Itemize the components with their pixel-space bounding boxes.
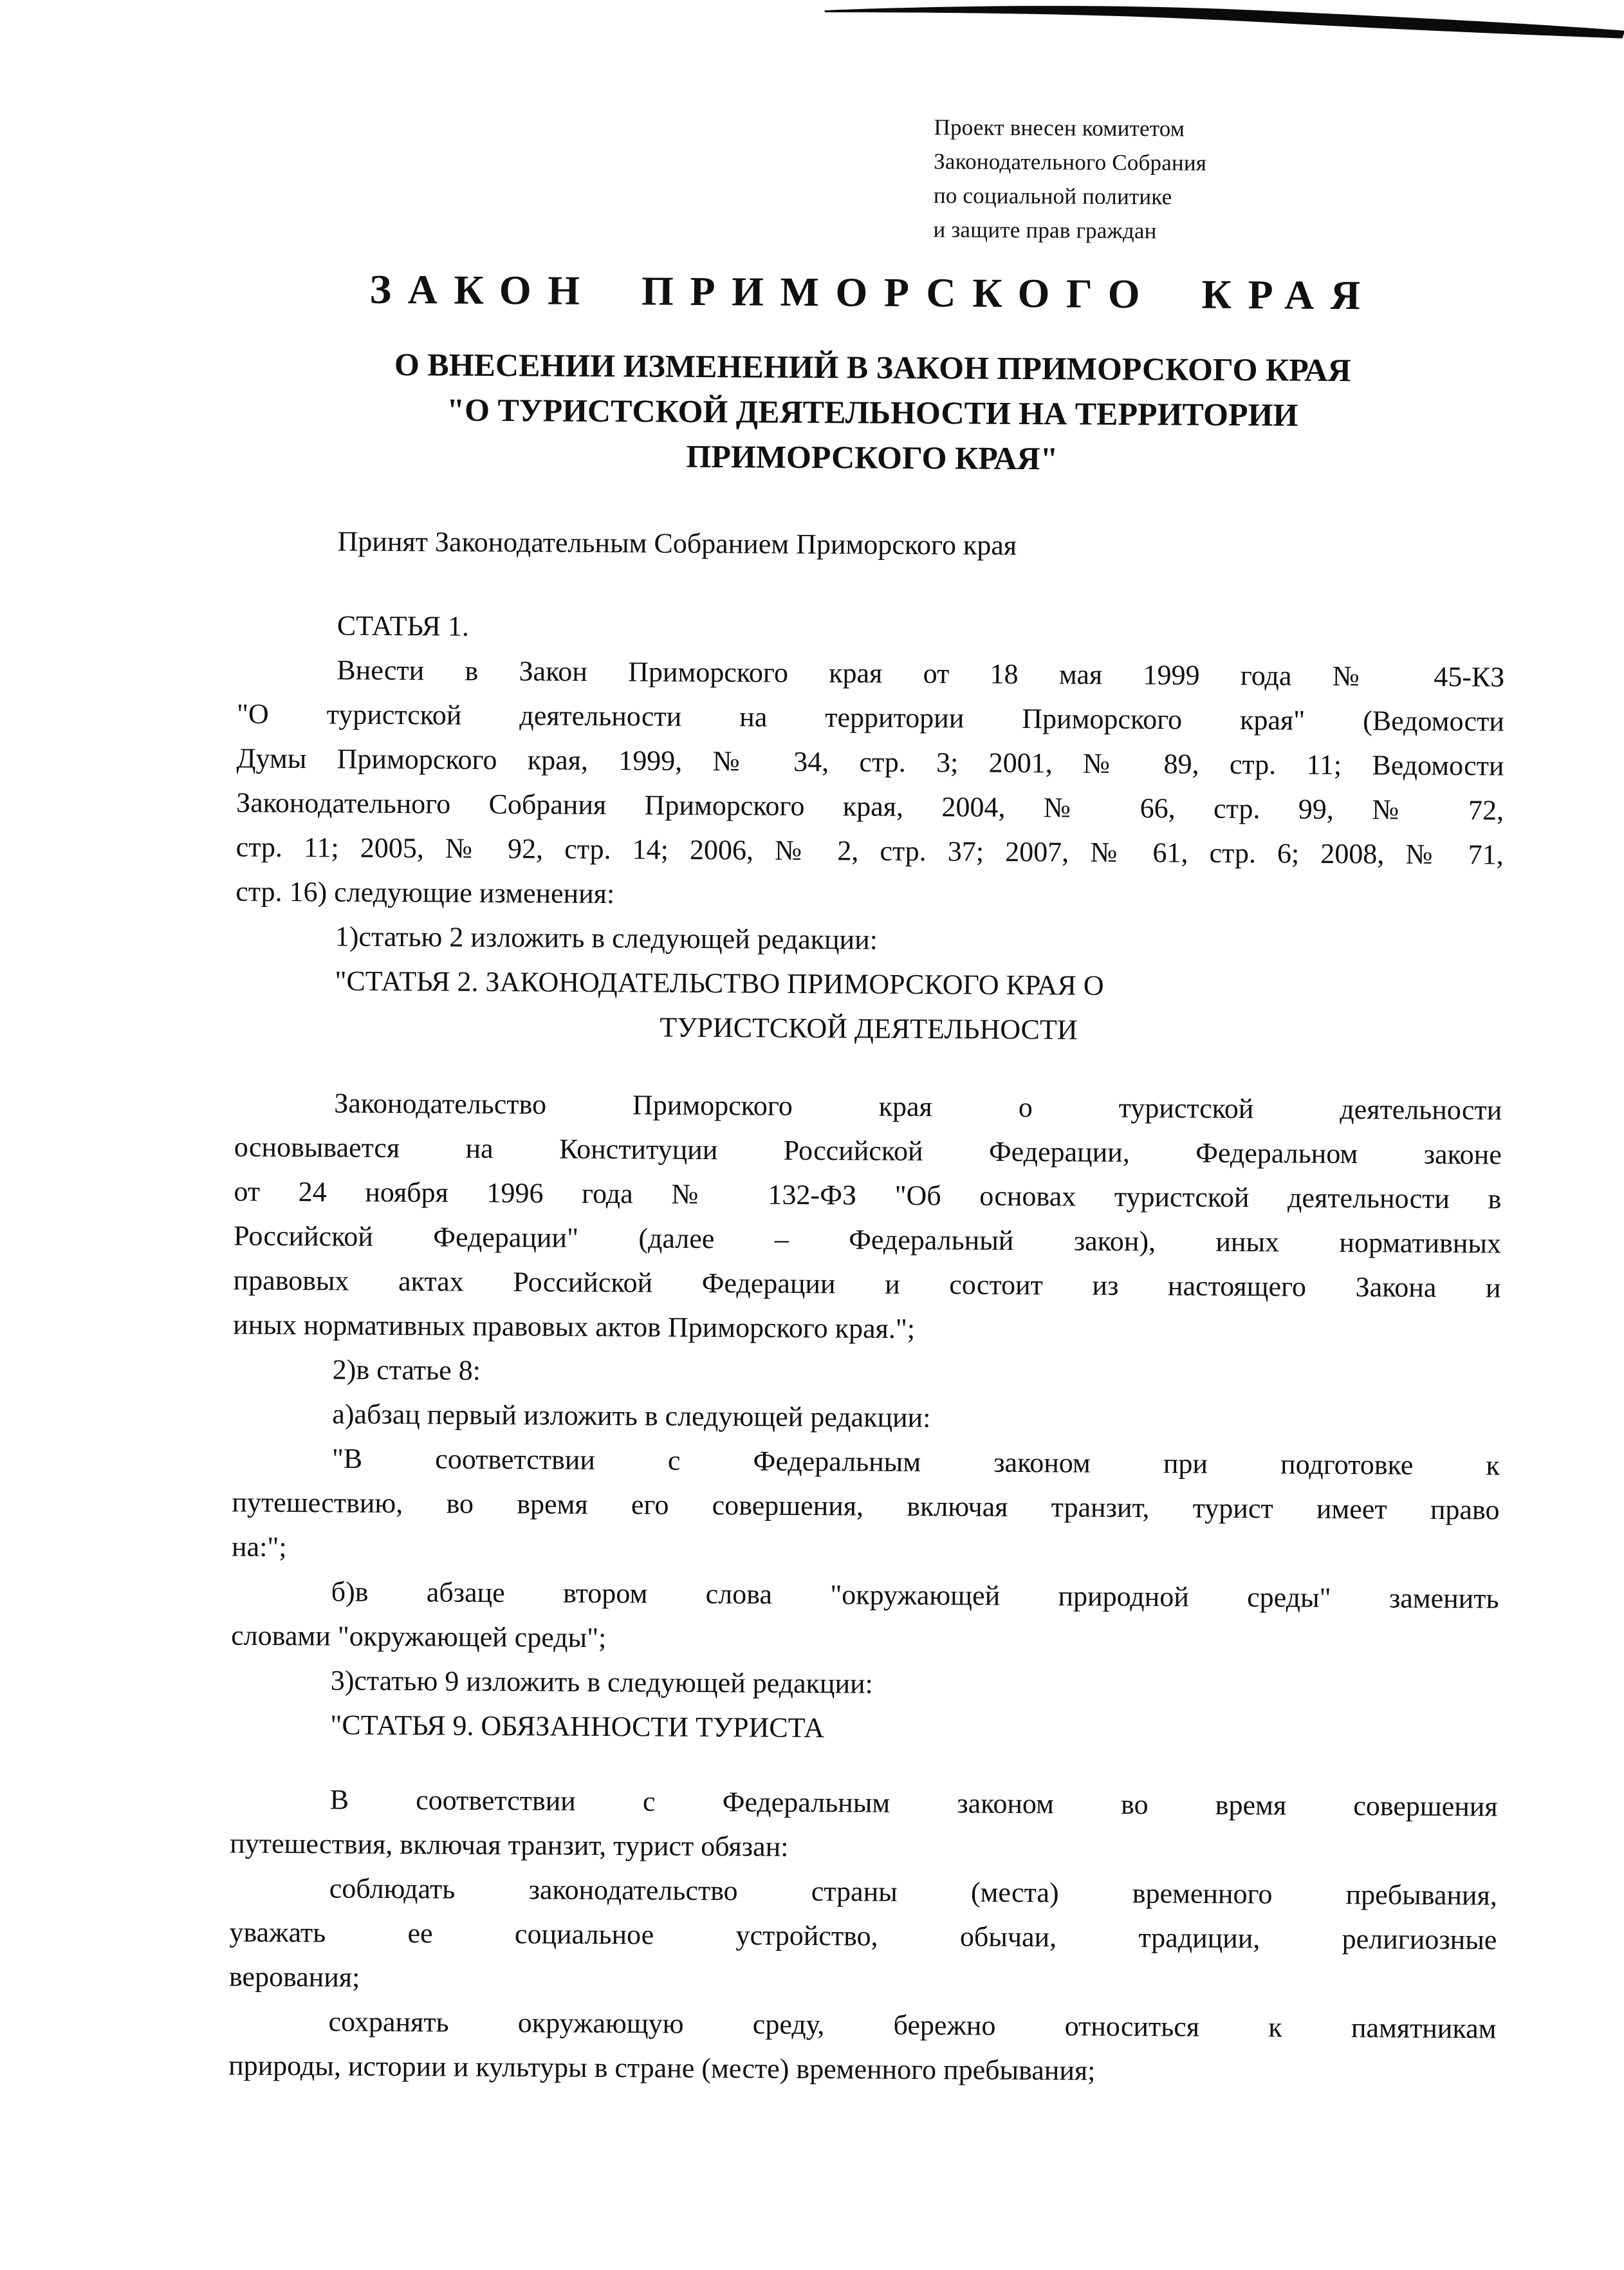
document-line: Законодательство Приморского края о туристской деятельности <box>334 1087 1502 1126</box>
document-line: природы, истории и культуры в стране (месте) временного пребывания; <box>228 2049 1096 2087</box>
article-2-heading: "СТАТЬЯ 2. ЗАКОНОДАТЕЛЬСТВО ПРИМОРСКОГО КРАЯ О <box>335 965 1104 1001</box>
document-line: иных нормативных правовых актов Приморского края."; <box>233 1308 916 1344</box>
document-line: Законодательного Собрания Приморского края, 2004, № 66, стр. 99, № 72, <box>235 786 1504 826</box>
law-body <box>228 519 1506 2096</box>
document-line: 2)в статье 8: <box>332 1354 481 1386</box>
document-line: верования; <box>228 1960 360 1993</box>
document-line: а)абзац первый изложить в следующей редакции: <box>332 1398 931 1434</box>
article-9-heading: "СТАТЬЯ 9. ОБЯЗАННОСТИ ТУРИСТА <box>330 1709 825 1744</box>
submitter-line: по социальной политике <box>933 183 1172 210</box>
submitter-line: Законодательного Собрания <box>934 149 1207 176</box>
document-line: путешествию, во время его совершения, включая транзит, турист имеет право <box>232 1486 1500 1526</box>
law-title: ЗАКОН ПРИМОРСКОГО КРАЯ <box>369 266 1377 319</box>
submitter-note <box>933 110 1206 248</box>
document-line: "В соответствии с Федеральным законом при подготовке к <box>331 1442 1500 1482</box>
document-line: от 24 ноября 1996 года № 132-ФЗ "Об основах туристской деятельности в <box>234 1175 1502 1215</box>
law-subtitle-line: ПРИМОРСКОГО КРАЯ" <box>686 438 1058 477</box>
law-subtitle-line: О ВНЕСЕНИИ ИЗМЕНЕНИЙ В ЗАКОН ПРИМОРСКОГО КРАЯ <box>394 346 1351 389</box>
law-subtitle <box>199 340 1545 484</box>
document-line: Думы Приморского края, 1999, № 34, стр. 3; 2001, № 89, стр. 11; Ведомости <box>236 742 1504 782</box>
document-line: В соответствии с Федеральным законом во время совершения <box>329 1783 1498 1823</box>
submitter-line: и защите прав граждан <box>933 217 1157 244</box>
submitter-line: Проект внесен комитетом <box>934 115 1185 142</box>
document-line: стр. 11; 2005, № 92, стр. 14; 2006, № 2, стр. 37; 2007, № 61, стр. 6; 2008, № 71, <box>235 831 1504 871</box>
adoption-line: Принят Законодательным Собранием Приморского края <box>337 525 1017 561</box>
article-1-heading: СТАТЬЯ 1. <box>337 609 470 642</box>
document-line: б)в абзаце втором слова "окружающей природной среды" заменить <box>331 1576 1499 1615</box>
document-line: путешествия, включая транзит, турист обязан: <box>230 1827 789 1863</box>
document-line: правовых актах Российской Федерации и состоит из настоящего Закона и <box>233 1264 1501 1304</box>
scan-artifact-streak <box>6 0 1624 57</box>
document-line: сохранять окружающую среду, бережно относиться к памятникам <box>328 2005 1497 2045</box>
article-2-heading: ТУРИСТСКОЙ ДЕЯТЕЛЬНОСТИ <box>660 1011 1078 1046</box>
document-line: 3)статью 9 изложить в следующей редакции: <box>330 1664 874 1700</box>
document-line: уважать ее социальное устройство, обычаи, традиции, религиозные <box>229 1916 1497 1956</box>
document-line: соблюдать законодательство страны (места) временного пребывания, <box>329 1872 1497 1912</box>
document-line: словами "окружающей среды"; <box>231 1619 607 1654</box>
document-line: Внести в Закон Приморского края от 18 мая 1999 года № 45-КЗ <box>337 654 1505 693</box>
document-line: стр. 16) следующие изменения: <box>235 875 615 910</box>
document-line: основывается на Конституции Российской Федерации, Федеральном законе <box>234 1131 1502 1171</box>
law-subtitle-line: "О ТУРИСТСКОЙ ДЕЯТЕЛЬНОСТИ НА ТЕРРИТОРИИ <box>447 391 1298 433</box>
document-line: "О туристской деятельности на территории Приморского края" (Ведомости <box>236 698 1505 738</box>
document-line: 1)статью 2 изложить в следующей редакции: <box>335 920 878 956</box>
document-line: Российской Федерации" (далее – Федеральный закон), иных нормативных <box>233 1220 1502 1260</box>
document-line: на:"; <box>231 1530 287 1563</box>
